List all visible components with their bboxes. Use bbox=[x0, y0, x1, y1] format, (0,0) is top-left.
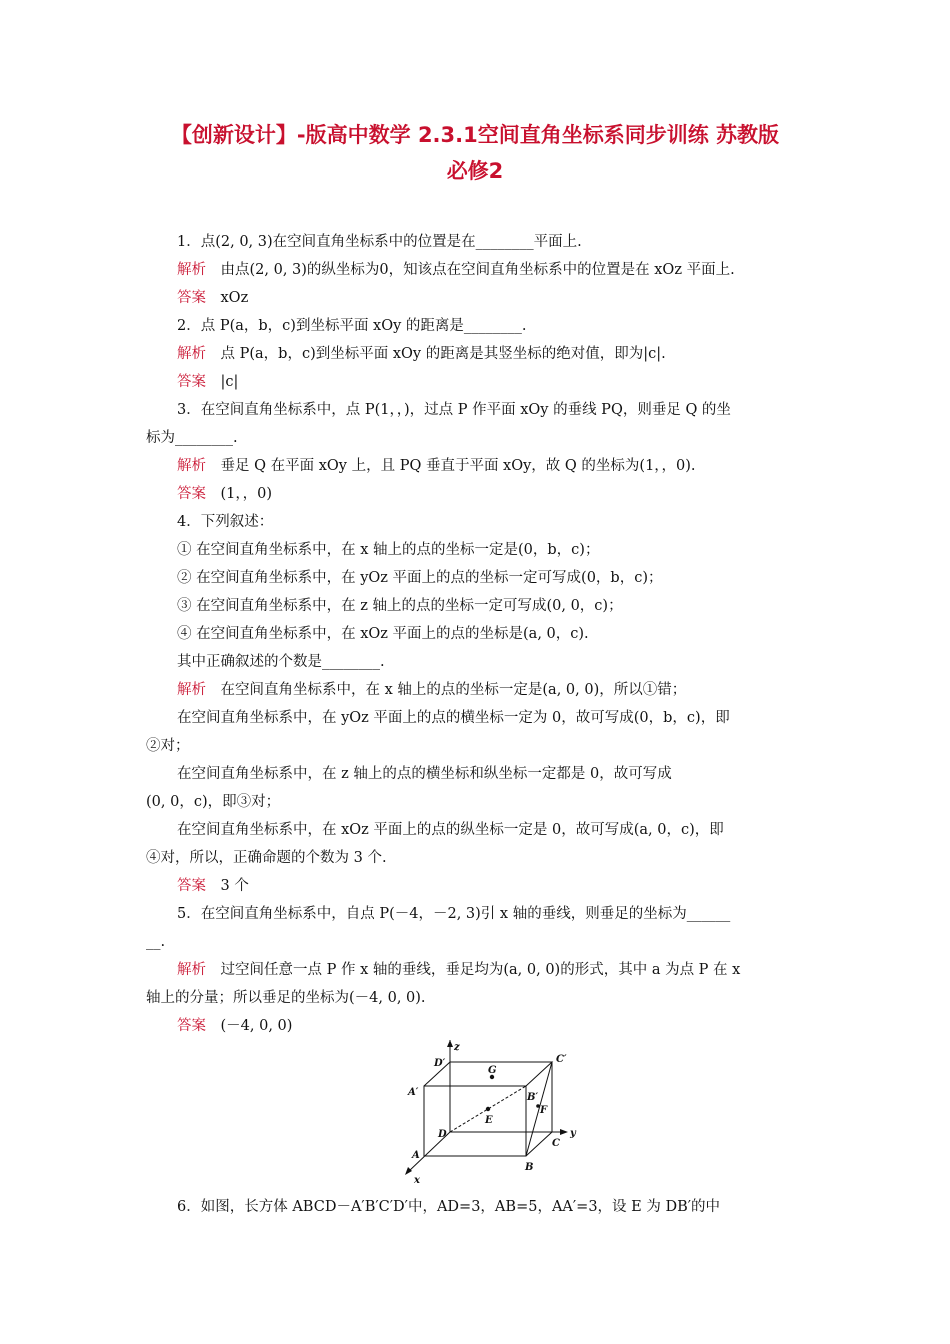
line-text: __. bbox=[146, 934, 166, 950]
text-line bbox=[177, 540, 599, 560]
text-line bbox=[177, 260, 735, 280]
label-d: D bbox=[438, 1129, 447, 1140]
line-text: (1，，0) bbox=[206, 486, 273, 502]
answer-tag: 答案 bbox=[177, 290, 206, 306]
text-line bbox=[177, 876, 249, 896]
text-line bbox=[146, 988, 426, 1008]
line-text: ④ 在空间直角坐标系中，在 xOz 平面上的点的坐标是(a, 0，c). bbox=[177, 626, 589, 642]
label-c: C bbox=[552, 1138, 560, 1149]
line-text: (－4, 0, 0) bbox=[206, 1018, 293, 1034]
text-line bbox=[177, 316, 527, 336]
text-line bbox=[177, 820, 724, 840]
z-axis-arrow bbox=[447, 1040, 453, 1047]
label-b1: B′ bbox=[527, 1092, 539, 1103]
line-text: |c| bbox=[206, 374, 239, 390]
analysis-tag: 解析 bbox=[177, 346, 206, 362]
line-text: 在空间直角坐标系中，在 x 轴上的点的坐标一定是(a, 0, 0)，所以①错； bbox=[206, 682, 687, 698]
text-line bbox=[177, 596, 623, 616]
text-line bbox=[146, 736, 190, 756]
line-text: 标为________. bbox=[146, 430, 238, 446]
line-text: 3．在空间直角坐标系中，点 P(1，，)，过点 P 作平面 xOy 的垂线 PQ，则垂足 Q 的坐 bbox=[177, 402, 731, 418]
analysis-tag: 解析 bbox=[177, 682, 206, 698]
text-line bbox=[146, 428, 238, 448]
text-line bbox=[177, 624, 589, 644]
line-text: ① 在空间直角坐标系中，在 x 轴上的点的坐标一定是(0，b，c)； bbox=[177, 542, 600, 558]
document-title-line-2: 必修2 bbox=[446, 159, 504, 183]
answer-tag: 答案 bbox=[177, 486, 206, 502]
line-text: 4．下列叙述： bbox=[177, 514, 274, 530]
label-b: B bbox=[525, 1162, 534, 1173]
document-title-line-1: 【创新设计】-版高中数学 2.3.1空间直角坐标系同步训练 苏教版 bbox=[170, 123, 780, 147]
answer-tag: 答案 bbox=[177, 878, 206, 894]
line-text: 轴上的分量；所以垂足的坐标为(－4, 0, 0). bbox=[146, 990, 426, 1006]
text-line bbox=[177, 652, 385, 672]
text-line bbox=[177, 1016, 292, 1036]
answer-tag: 答案 bbox=[177, 374, 206, 390]
label-x: x bbox=[414, 1175, 420, 1185]
text-line bbox=[177, 372, 238, 392]
text-line bbox=[146, 848, 387, 868]
label-g: G bbox=[488, 1065, 497, 1076]
text-line bbox=[146, 932, 165, 952]
text-line bbox=[177, 680, 686, 700]
label-d1: D′ bbox=[434, 1058, 446, 1069]
line-text: 在空间直角坐标系中，在 xOz 平面上的点的纵坐标一定是 0，故可写成(a, 0，c)，即 bbox=[177, 822, 724, 838]
analysis-tag: 解析 bbox=[177, 262, 206, 278]
analysis-tag: 解析 bbox=[177, 458, 206, 474]
line-text: 过空间任意一点 P 作 x 轴的垂线，垂足均为(a, 0, 0)的形式，其中 a 为点 P 在 x bbox=[206, 962, 741, 978]
text-line bbox=[177, 288, 248, 308]
line-text: 点 P(a，b，c)到坐标平面 xOy 的距离是其竖坐标的绝对值，即为|c|. bbox=[206, 346, 666, 362]
text-line bbox=[177, 344, 666, 364]
text-line bbox=[177, 960, 740, 980]
text-line bbox=[177, 484, 272, 504]
text-line bbox=[177, 232, 582, 252]
front-face bbox=[424, 1086, 526, 1156]
text-line bbox=[177, 1197, 720, 1217]
x-axis-arrow bbox=[405, 1167, 412, 1175]
y-axis-arrow bbox=[560, 1129, 568, 1135]
label-a: A bbox=[412, 1150, 420, 1161]
line-text: ② 在空间直角坐标系中，在 yOz 平面上的点的坐标一定可写成(0，b，c)； bbox=[177, 570, 663, 586]
text-line bbox=[177, 512, 273, 532]
label-y: y bbox=[570, 1128, 576, 1139]
line-text: (0, 0，c)，即③对； bbox=[146, 794, 281, 810]
line-text: 由点(2, 0, 3)的纵坐标为0，知该点在空间直角坐标系中的位置是在 xOz 平面上. bbox=[206, 262, 735, 278]
line-text: ④对，所以，正确命题的个数为 3 个. bbox=[146, 850, 387, 866]
line-text: xOz bbox=[206, 290, 249, 306]
text-line bbox=[177, 708, 730, 728]
label-c1: C′ bbox=[556, 1054, 567, 1065]
line-text: ③ 在空间直角坐标系中，在 z 轴上的点的坐标一定可写成(0, 0，c)； bbox=[177, 598, 623, 614]
text-line bbox=[146, 792, 280, 812]
line-text: ②对； bbox=[146, 738, 190, 754]
label-a1: A′ bbox=[408, 1087, 419, 1098]
line-text: 1．点(2, 0, 3)在空间直角坐标系中的位置是在________平面上. bbox=[177, 234, 582, 250]
label-f: F bbox=[540, 1105, 548, 1116]
line-text: 3 个 bbox=[206, 878, 249, 894]
line-text: 2．点 P(a，b，c)到坐标平面 xOy 的距离是________. bbox=[177, 318, 527, 334]
line-text: 其中正确叙述的个数是________. bbox=[177, 654, 385, 670]
answer-tag: 答案 bbox=[177, 1018, 206, 1034]
analysis-tag: 解析 bbox=[177, 962, 206, 978]
segment-bc1 bbox=[526, 1062, 552, 1156]
line-text: 在空间直角坐标系中，在 z 轴上的点的横坐标和纵坐标一定都是 0，故可写成 bbox=[177, 766, 672, 782]
text-line bbox=[177, 568, 663, 588]
text-line bbox=[177, 456, 696, 476]
text-line bbox=[177, 400, 731, 420]
point-e bbox=[486, 1107, 490, 1111]
line-text: 在空间直角坐标系中，在 yOz 平面上的点的横坐标一定为 0，故可写成(0，b，c)，即 bbox=[177, 710, 730, 726]
label-z: z bbox=[454, 1042, 460, 1053]
cuboid-figure bbox=[402, 1040, 582, 1185]
text-line bbox=[177, 904, 730, 924]
label-e: E bbox=[485, 1115, 493, 1126]
line-text: 5．在空间直角坐标系中，自点 P(－4，－2, 3)引 x 轴的垂线，则垂足的坐标为______ bbox=[177, 906, 731, 922]
line-text: 6．如图，长方体 ABCD－A′B′C′D′中，AD=3，AB=5，AA′=3，设 E 为 DB′的中 bbox=[177, 1199, 721, 1215]
line-text: 垂足 Q 在平面 xOy 上，且 PQ 垂直于平面 xOy，故 Q 的坐标为(1，，0). bbox=[206, 458, 696, 474]
text-line bbox=[177, 764, 672, 784]
